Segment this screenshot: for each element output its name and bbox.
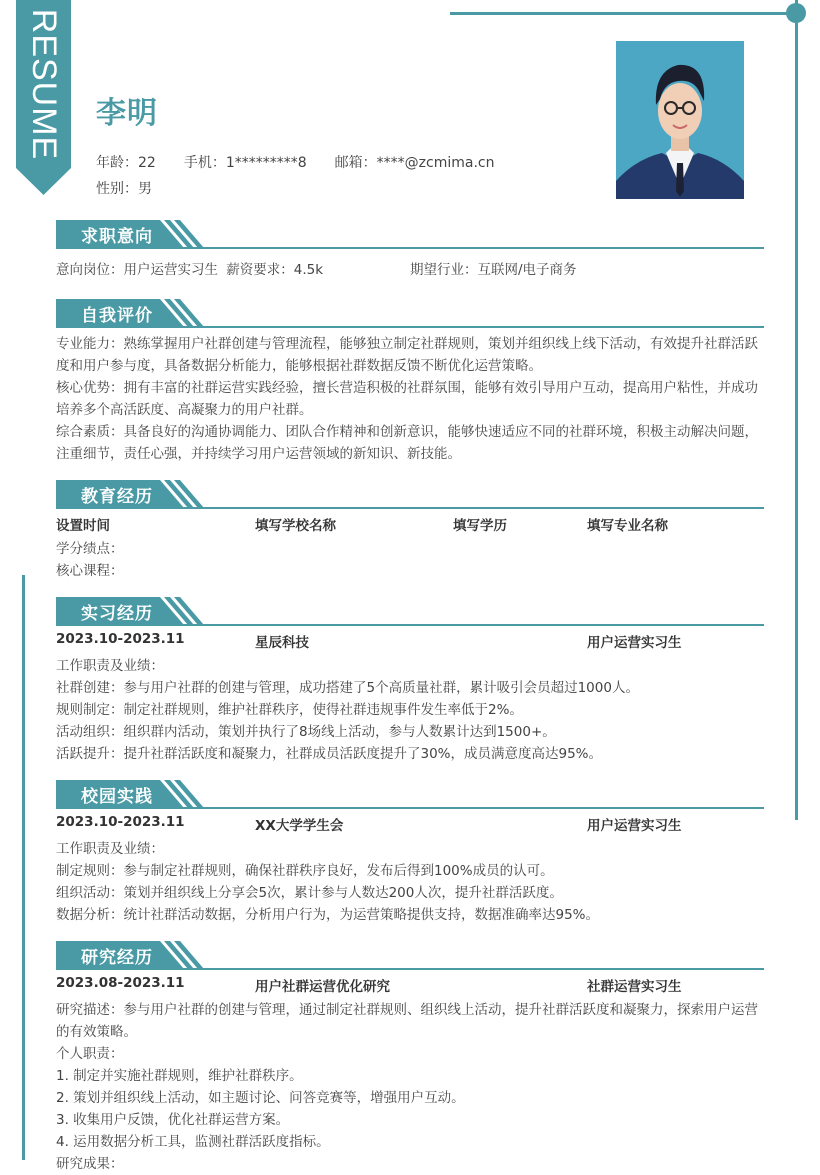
section-header-education [56, 480, 764, 510]
right-decor-line [795, 0, 798, 820]
internship-role: 用户运营实习生 [587, 635, 682, 651]
age-label: 年龄： [96, 155, 138, 171]
section-header-campus [56, 780, 764, 810]
research-line: 3. 收集用户反馈，优化社群运营方案。 [56, 1112, 290, 1128]
campus-line: 工作职责及业绩： [56, 841, 164, 857]
candidate-name: 李明 [96, 96, 158, 131]
email-value: ****@zcmima.cn [376, 155, 495, 171]
internship-row [56, 631, 766, 653]
position-label: 意向岗位： [56, 262, 124, 278]
industry-label: 期望行业： [410, 262, 478, 278]
campus-line: 组织活动：策划并组织线上分享会5次，累计参与人数达200人次，提升社群活跃度。 [56, 885, 563, 901]
gender-value: 男 [138, 181, 152, 197]
internship-line: 工作职责及业绩： [56, 658, 164, 674]
campus-org: XX大学学生会 [255, 818, 344, 834]
internship-time: 2023.10-2023.11 [56, 631, 185, 647]
campus-details [56, 838, 766, 926]
section-divider [56, 807, 764, 809]
campus-time: 2023.10-2023.11 [56, 814, 185, 830]
top-decor-line [450, 12, 796, 15]
portrait-photo [616, 41, 744, 199]
phone-label: 手机： [183, 155, 226, 171]
research-line: 个人职责： [56, 1046, 124, 1062]
campus-line: 数据分析：统计社群活动数据，分析用户行为，为运营策略提供支持，数据准确率达95%。 [56, 907, 600, 923]
section-divider [56, 247, 764, 249]
research-description: 研究描述：参与用户社群的创建与管理，通过制定社群规则、组织线上活动，提升社群活跃度和凝聚力，探索用户运营的有效策略。 [56, 1002, 758, 1040]
position-value: 用户运营实习生 [123, 262, 218, 278]
gpa-label: 学分绩点： [56, 541, 124, 557]
research-details [56, 999, 766, 1175]
research-line: 1. 制定并实施社群规则，维护社群秩序。 [56, 1068, 303, 1084]
email-field [335, 152, 495, 172]
courses-label: 核心课程： [56, 563, 124, 579]
campus-row [56, 814, 766, 836]
section-title: 求职意向 [81, 227, 153, 247]
self-eval-paragraph: 综合素质：具备良好的沟通协调能力、团队合作精神和创新意识，能够快速适应不同的社群环境，积极主动解决问题，注重细节，责任心强，并持续学习用户运营领域的新知识、新技能。 [56, 424, 758, 462]
section-header-research [56, 941, 764, 971]
resume-ribbon [16, 0, 71, 195]
section-divider [56, 968, 764, 970]
section-title: 教育经历 [81, 487, 153, 507]
research-role: 社群运营实习生 [587, 979, 682, 995]
internship-line: 活动组织：组织群内活动，策划并执行了8场线上活动，参与人数累计达到1500+。 [56, 724, 556, 740]
internship-details [56, 655, 766, 765]
section-title: 实习经历 [81, 604, 153, 624]
research-line: 4. 运用数据分析工具，监测社群活跃度指标。 [56, 1134, 330, 1150]
research-line: 研究成果： [56, 1156, 124, 1172]
section-header-internship [56, 597, 764, 627]
education-time: 设置时间 [56, 518, 110, 534]
research-project: 用户社群运营优化研究 [255, 979, 390, 995]
section-divider [56, 326, 764, 328]
industry-value: 互联网/电子商务 [477, 262, 577, 278]
section-title: 研究经历 [81, 948, 153, 968]
gender-field [96, 178, 152, 198]
section-divider [56, 507, 764, 509]
education-details [56, 538, 766, 582]
ribbon-label: RESUME [25, 8, 63, 160]
section-title: 校园实践 [81, 787, 153, 807]
education-major: 填写专业名称 [587, 518, 668, 534]
internship-org: 星辰科技 [255, 635, 309, 651]
education-school: 填写学校名称 [255, 518, 336, 534]
gender-row [96, 178, 180, 198]
self-eval-paragraph: 核心优势：拥有丰富的社群运营实践经验，擅长营造积极的社群氛围，能够有效引导用户互动，提高用户粘性，并成功培养多个高活跃度、高凝聚力的用户社群。 [56, 380, 758, 418]
campus-line: 制定规则：参与制定社群规则，确保社群秩序良好，发布后得到100%成员的认可。 [56, 863, 554, 879]
self-eval-paragraph: 专业能力：熟练掌握用户社群创建与管理流程，能够独立制定社群规则，策划并组织线上线下活动，有效提升社群活跃度和用户参与度，具备数据分析能力，能够根据社群数据反馈不断优化运营策略。 [56, 336, 758, 374]
self-eval-content [56, 333, 766, 465]
phone-value: 1*********8 [225, 155, 307, 171]
research-time: 2023.08-2023.11 [56, 975, 185, 991]
research-row [56, 975, 766, 997]
internship-line: 规则制定：制定社群规则，维护社群秩序，使得社群违规事件发生率低于2%。 [56, 702, 523, 718]
education-degree: 填写学历 [453, 518, 507, 534]
contact-row [96, 152, 522, 172]
campus-role: 用户运营实习生 [587, 818, 682, 834]
salary-label: 薪资要求： [226, 262, 294, 278]
section-header-self-eval [56, 299, 764, 329]
age-field [96, 152, 156, 172]
email-label: 邮箱： [334, 155, 377, 171]
internship-line: 社群创建：参与用户社群的创建与管理，成功搭建了5个高质量社群，累计吸引会员超过1000人。 [56, 680, 639, 696]
gender-label: 性别： [96, 181, 138, 197]
section-header-intent [56, 220, 764, 250]
education-row [56, 514, 766, 536]
age-value: 22 [138, 155, 156, 171]
salary-value: 4.5k [293, 262, 324, 278]
internship-line: 活跃提升：提升社群活跃度和凝聚力，社群成员活跃度提升了30%，成员满意度高达95%。 [56, 746, 603, 762]
research-line: 2. 策划并组织线上活动，如主题讨论、问答竞赛等，增强用户互动。 [56, 1090, 465, 1106]
left-decor-line [22, 575, 25, 1160]
section-divider [56, 624, 764, 626]
phone-field [184, 152, 307, 172]
section-title: 自我评价 [81, 306, 153, 326]
